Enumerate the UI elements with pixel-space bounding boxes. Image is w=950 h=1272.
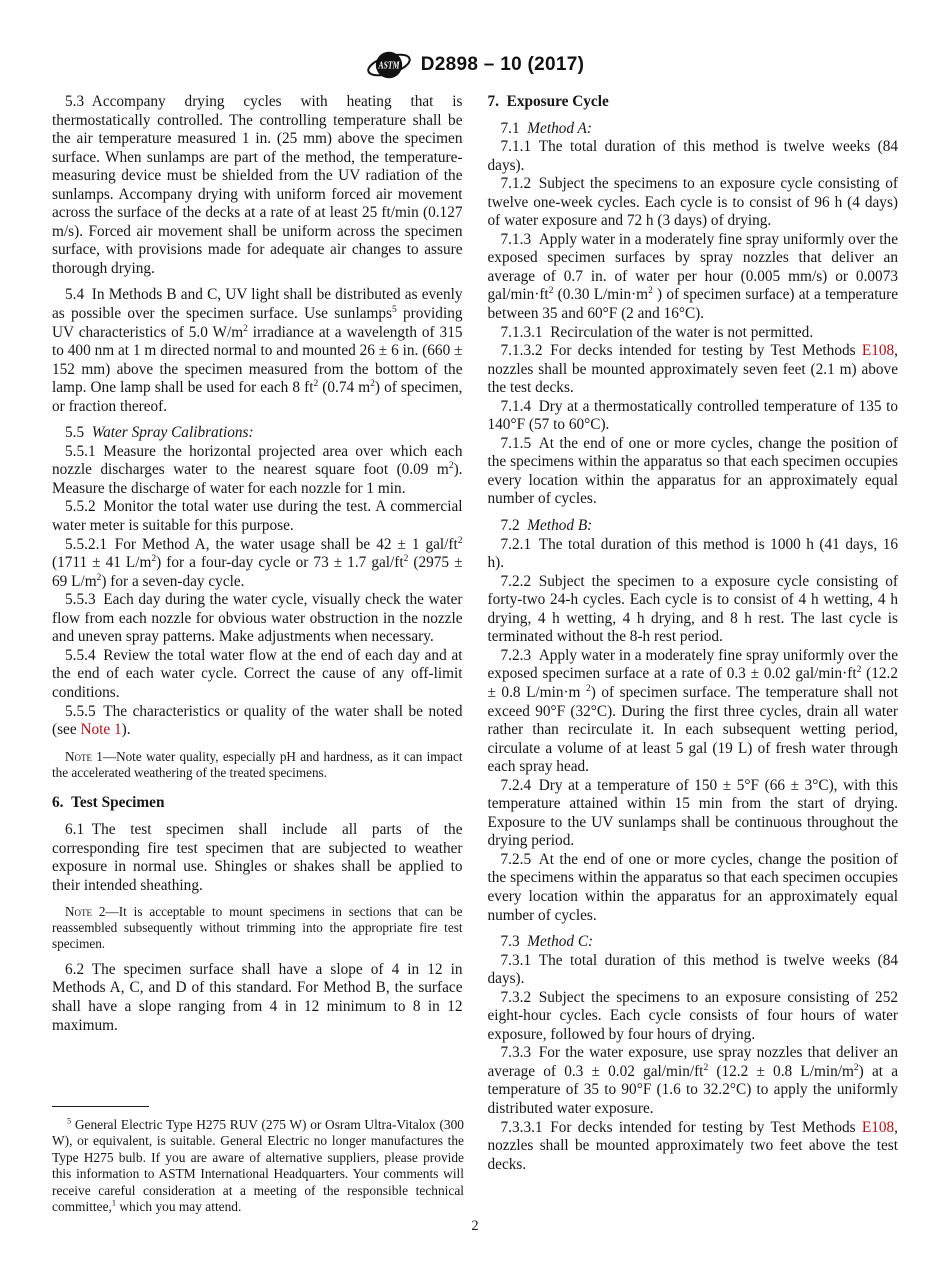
- footnote-text: [52, 1117, 464, 1215]
- text-run: 7.3.3.1 For decks intended for testing by Test Methods: [500, 1118, 862, 1136]
- text-run: (1711 ± 41 L/m: [52, 554, 152, 572]
- superscript-run: 2: [856, 665, 862, 676]
- para-7-2-2: [488, 573, 899, 647]
- text-run: ) at a temperature of 35 to 90°F (1.6 to 32.2°C) to apply the uniformly distributed water exposure.: [487, 1062, 898, 1117]
- text-run: 5.5.4 Review the total water flow at the end of each day and at the end of each water cycle. Correct the cause of any off-limit conditions.: [52, 646, 463, 701]
- para-7-3-2: [488, 989, 899, 1045]
- right-column: [488, 93, 899, 1174]
- text-run: ) for a four-day cycle or 73 ± 1.7 gal/ft: [156, 554, 404, 572]
- superscript-run: 2: [313, 379, 319, 390]
- text-run: 7. Exposure Cycle: [487, 93, 609, 110]
- text-run: Method A:: [527, 119, 592, 137]
- text-run: (0.30 L/min·m: [553, 286, 649, 304]
- text-run: Method C:: [527, 933, 594, 951]
- para-7-1-1: [488, 138, 899, 175]
- text-run: (2975 ± 69 L/m: [52, 554, 463, 590]
- text-run: 7.1.5 At the end of one or more cycles, change the position of the specimens within the apparatus so that each specimen occupies every location within the apparatus for an approximately equal number of cycles.: [487, 434, 898, 508]
- para-7-3-3-1: [488, 1119, 899, 1175]
- superscript-run: 2: [448, 461, 454, 472]
- text-run: irradiance at a wavelength of 315 to 400 nm at 1 m directed normal to and mounted 26 ± 6 in. (660 ± 152 mm) above the specimen measured from the bottom of the lamp. One lamp shall be used for each 8 ft: [52, 323, 463, 397]
- text-run: 7.2.1 The total duration of this method is 1000 h (41 days, 16 h).: [487, 535, 898, 572]
- text-run: ). Measure the discharge of water for each nozzle for 1 min.: [52, 461, 463, 497]
- text-run: which you may attend.: [116, 1199, 242, 1215]
- text-run: 7.1: [500, 119, 528, 137]
- astm-logo-text: ASTM: [377, 60, 400, 72]
- para-7-2-3: [488, 647, 899, 777]
- para-7-2-1: [488, 536, 899, 573]
- text-run: 7.1.3.2 For decks intended for testing by Test Methods: [500, 342, 862, 360]
- text-run: 7.1.2 Subject the specimens to an exposure cycle consisting of twelve one-week cycles. Each cycle is to consist of 96 h (4 days) of water exposure and 72 h (3 days) of drying.: [487, 175, 898, 230]
- para-7-2-4: [488, 777, 899, 851]
- text-run: , nozzles shall be mounted approximately seven feet (2.1 m) above the test decks.: [487, 342, 898, 397]
- para-7-1-3: [488, 231, 899, 324]
- text-run: 7.2.5 At the end of one or more cycles, change the position of the specimens within the apparatus so that each specimen occupies every location within the apparatus for an approximately equal number of cycles.: [487, 850, 898, 924]
- text-run: 5.5.2.1 For Method A, the water usage shall be 42 ± 1 gal/ft: [65, 535, 458, 553]
- doc-link[interactable]: E108: [861, 342, 895, 360]
- para-7-3-1: [488, 952, 899, 989]
- text-run: Note water quality, especially pH and hardness, as it can impact the accelerated weathering of the treated specimens.: [52, 748, 463, 780]
- superscript-run: 5: [392, 304, 397, 315]
- para-5-5-2-1: [52, 536, 463, 592]
- text-run: 7.1.3.1 Recirculation of the water is not permitted.: [500, 323, 814, 341]
- astm-logo-icon: [366, 48, 412, 82]
- text-run: 6.1 The test specimen shall include all parts of the corresponding fire test specimen that are subjected to weather exposure in normal use. Shingles or shakes shall be applied to their intended sheathing.: [52, 820, 463, 894]
- text-run: 7.2.3 Apply water in a moderately fine spray uniformly over the exposed specimen surface at a rate of 0.3 ± 0.02 gal/min·ft: [487, 646, 898, 683]
- para-7-1-2: [488, 175, 899, 231]
- text-run: 5.5: [65, 424, 92, 442]
- page-number: 2: [471, 1218, 479, 1234]
- heading-6: [52, 794, 463, 813]
- text-run: 7.3.1 The total duration of this method is twelve weeks (84 days).: [487, 951, 898, 988]
- two-column-body: [52, 93, 898, 1174]
- superscript-run: 1: [111, 1198, 117, 1208]
- text-run: 7.3: [500, 933, 528, 951]
- text-run: (12.2 ± 0.8 L/min/m: [708, 1062, 854, 1080]
- footnote-divider: [52, 1106, 149, 1107]
- superscript-run: 2: [243, 323, 248, 334]
- footnote-area: [52, 1106, 464, 1215]
- superscript-run: 2: [457, 535, 463, 546]
- text-run: 7.3.3 For the water exposure, use spray nozzles that deliver an average of 0.3 ± 0.02 gal/min/ft: [487, 1044, 898, 1080]
- text-run: (12.2 ± 0.8 L/min·m: [487, 665, 898, 701]
- text-run: General Electric Type H275 RUV (275 W) or Osram Ultra-Vitalox (300 W), or equivalent, is suitable. General Electric no longer manufactures the Type H275 bulb. If you are aware of alternative suppliers, please provide this information to ASTM International Headquarters. Your comments will receive careful consideration at a meeting of the responsible technical committee,: [52, 1117, 464, 1215]
- text-run: providing UV characteristics of 5.0 W/m: [52, 305, 463, 341]
- text-run: 5.3 Accompany drying cycles with heating that is thermostatically controlled. The controlling temperature shall be the air temperature measured 1 in. (25 mm) above the specimen surface. When sunlamps are part of the method, the temperature-measuring device must be shielded from the UV radiation of the sunlamps. Accompany drying with uniform forced air movement across the surface of the decks at a rate of at least 25 ft/min (0.127 m/s). Forced air movement shall be uniform across the specimen surface, with provisions made for adequate air changes to assure thorough drying.: [52, 93, 463, 277]
- text-run: 5.4 In Methods B and C, UV light shall be distributed as evenly as possible over the specimen surface. Use sunlamps: [52, 286, 463, 323]
- text-run: ) of specimen surface) at a temperature between 35 and 60°F (2 and 16°C).: [487, 286, 898, 323]
- para-5-4: [52, 286, 463, 416]
- text-run: (0.74 m: [318, 379, 371, 397]
- text-run: 5.5.1 Measure the horizontal projected area over which each nozzle discharges water to the nearest square foot (0.09 m: [52, 442, 463, 479]
- para-5-5-1: [52, 443, 463, 499]
- para-7-1: [488, 120, 899, 139]
- text-run: 5.5.2 Monitor the total water use during the test. A commercial water meter is suitable for this purpose.: [52, 498, 463, 535]
- text-run: ) of specimen surface. The temperature shall not exceed 90°F (32°C). During the first three cycles, drain all water rather than recirculate it. In each subsequent wetting period, circulate a volume of at least 5 gal (19 L) of fresh water through each spray head.: [487, 683, 899, 776]
- note-1: [52, 749, 463, 781]
- para-7-1-4: [488, 398, 899, 435]
- superscript-run: 2: [586, 683, 591, 694]
- superscript-run: 5: [67, 1116, 72, 1126]
- para-6-2: [52, 961, 463, 1035]
- superscript-run: 2: [853, 1062, 859, 1073]
- text-run: 5.5.3 Each day during the water cycle, visually check the water flow from each nozzle for obvious water obstruction in the nozzle and uneven spray patterns. Make adjustments when necessary.: [52, 591, 463, 646]
- text-run: 7.1.3 Apply water in a moderately fine spray uniformly over the exposed specimen surfaces by spray nozzles that deliver an average of 0.7 in. of water per hour (0.005 mm/s) or 0.0073 gal/min·ft: [487, 230, 898, 304]
- page-header: [0, 48, 950, 82]
- doc-link[interactable]: Note 1: [80, 721, 122, 739]
- superscript-run: 2: [370, 379, 375, 390]
- para-5-5-2: [52, 498, 463, 535]
- superscript-run: 2: [648, 286, 653, 297]
- doc-number: D2898 – 10 (2017): [420, 54, 585, 75]
- para-5-5-4: [52, 647, 463, 703]
- heading-7: [488, 93, 899, 112]
- text-run: 7.1.1 The total duration of this method is twelve weeks (84 days).: [487, 138, 898, 174]
- text-run: 5.5.5 The characteristics or quality of the water shall be noted (see: [52, 702, 463, 739]
- text-run: Water Spray Calibrations:: [91, 424, 254, 442]
- superscript-run: 2: [403, 554, 409, 565]
- para-5-3: [52, 93, 463, 278]
- doc-link[interactable]: E108: [861, 1118, 895, 1136]
- text-run: 6.2 The specimen surface shall have a slope of 4 in 12 in Methods A, C, and D of this standard. For Method B, the surface shall have a slope ranging from 4 in 12 minimum to 8 in 12 maximum.: [52, 960, 463, 1034]
- text-run: ) for a seven-day cycle.: [101, 572, 245, 590]
- superscript-run: 2: [548, 286, 554, 297]
- text-run: Method B:: [527, 517, 593, 535]
- para-5-5: [52, 424, 463, 443]
- para-7-3-3: [488, 1044, 899, 1118]
- text-run: 7.2: [500, 517, 528, 535]
- text-run: Note 1—: [65, 748, 117, 764]
- para-5-5-5: [52, 703, 463, 740]
- text-run: 7.2.2 Subject the specimen to a exposure cycle consisting of forty-two 24-h cycles. Each cycle is to consist of 4 h wetting, 4 h drying, 4 h wetting, 4 h drying, and 8 h rest. The last cycle is terminated without the 8-h rest period.: [487, 572, 898, 646]
- para-7-1-3-1: [488, 324, 899, 343]
- para-5-5-3: [52, 591, 463, 647]
- para-7-1-5: [488, 435, 899, 509]
- superscript-run: 2: [703, 1062, 709, 1073]
- text-run: 7.1.4 Dry at a thermostatically controlled temperature of 135 to 140°F (57 to 60°C).: [487, 397, 898, 434]
- para-6-1: [52, 821, 463, 895]
- para-7-1-3-2: [488, 342, 899, 398]
- text-run: 7.2.4 Dry at a temperature of 150 ± 5°F (66 ± 3°C), with this temperature attained within 15 min from the start of drying. Exposure to the UV sunlamps shall be continuous throughout the drying period.: [487, 776, 898, 850]
- note-2: [52, 904, 463, 952]
- superscript-run: 2: [96, 572, 102, 583]
- text-run: 6. Test Specimen: [52, 794, 165, 812]
- text-run: Note 2—: [65, 904, 119, 920]
- para-7-2: [488, 517, 899, 536]
- text-run: 7.3.2 Subject the specimens to an exposure consisting of 252 eight-hour cycles. Each cycle consists of four hours of water exposure, followed by four hours of drying.: [487, 988, 898, 1043]
- left-column: [52, 93, 463, 1174]
- para-7-3: [488, 933, 899, 952]
- text-run: ).: [121, 721, 131, 739]
- text-run: ) of specimen, or fraction thereof.: [52, 379, 463, 415]
- superscript-run: 2: [151, 554, 157, 565]
- text-run: , nozzles shall be mounted approximately two feet above the test decks.: [487, 1118, 898, 1173]
- para-7-2-5: [488, 851, 899, 925]
- text-run: It is acceptable to mount specimens in sections that can be reassembled subsequently without trimming into the appropriate fire test specimen.: [52, 904, 463, 951]
